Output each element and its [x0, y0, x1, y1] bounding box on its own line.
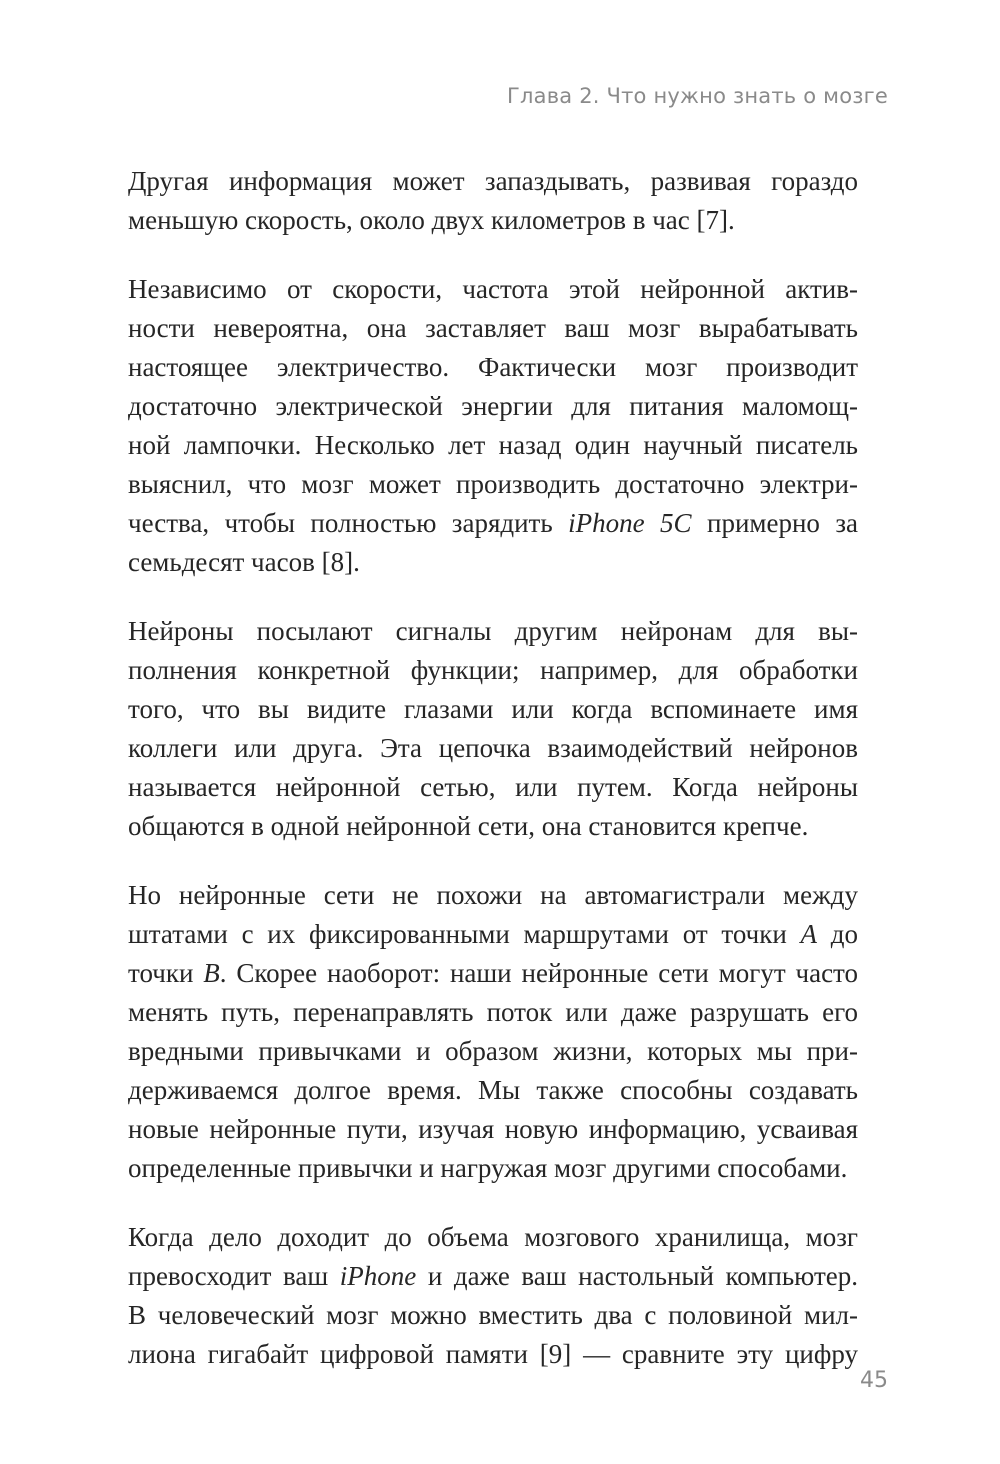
text-line: достаточно электрической энергии для питания маломощ- [128, 391, 858, 421]
page-number: 45 [860, 1368, 888, 1393]
text-line: новые нейронные пути, изучая новую информацию, усваивая [128, 1114, 858, 1144]
text-line: держиваемся долгое время. Мы также способны создавать [128, 1075, 858, 1105]
italic-term: iPhone [339, 1261, 417, 1291]
text-line: коллеги или друга. Эта цепочка взаимодействий нейронов [128, 733, 858, 763]
text-line: называется нейронной сетью, или путем. Когда нейроны [128, 772, 858, 802]
running-header: Глава 2. Что нужно знать о мозге [507, 84, 888, 108]
text-line: менять путь, перенаправлять поток или даже разрушать его [128, 997, 858, 1027]
text-line [128, 915, 858, 954]
text-run: примерно за [691, 508, 858, 538]
text-line: Независимо от скорости, частота этой нейронной актив- [128, 274, 858, 304]
paragraph-3 [128, 612, 858, 846]
text-line [128, 504, 858, 543]
text-line: лиона гигабайт цифровой памяти [9] — сравните эту цифру [128, 1339, 858, 1369]
text-line: настоящее электричество. Фактически мозг производит [128, 352, 858, 382]
text-line: Другая информация может запаздывать, развивая гораздо [128, 166, 858, 196]
text-line: В человеческий мозг можно вместить два с половиной мил- [128, 1300, 858, 1330]
text-line [128, 1257, 858, 1296]
italic-term: iPhone 5C [568, 508, 692, 538]
text-line: семьдесят часов [8]. [128, 547, 360, 577]
text-line: полнения конкретной функции; например, для обработки [128, 655, 858, 685]
text-line: того, что вы видите глазами или когда вспоминаете имя [128, 694, 858, 724]
text-line: меньшую скорость, около двух километров в час [7]. [128, 205, 735, 235]
text-line: общаются в одной нейронной сети, она становится крепче. [128, 811, 809, 841]
paragraph-4 [128, 876, 858, 1188]
text-run: и даже ваш настольный компьютер. [416, 1261, 858, 1291]
italic-term: B [203, 958, 220, 988]
text-line: вредными привычками и образом жизни, которых мы при- [128, 1036, 858, 1066]
paragraph-5 [128, 1218, 858, 1374]
text-run: точки [128, 958, 204, 988]
text-run: . Скорее наоборот: наши нейронные сети могут часто [219, 958, 858, 988]
text-line: ной лампочки. Несколько лет назад один научный писатель [128, 430, 858, 460]
paragraph-1 [128, 162, 858, 240]
text-run: чества, чтобы полностью зарядить [128, 508, 569, 538]
body-text [128, 162, 858, 1374]
text-run: превосходит ваш [128, 1261, 340, 1291]
text-line: Когда дело доходит до объема мозгового хранилища, мозг [128, 1222, 858, 1252]
italic-term: A [800, 919, 818, 949]
text-line: определенные привычки и нагружая мозг другими способами. [128, 1153, 848, 1183]
text-line: ности невероятна, она заставляет ваш мозг вырабатывать [128, 313, 858, 343]
text-run: до [817, 919, 858, 949]
text-run: штатами с их фиксированными маршрутами от точки [128, 919, 801, 949]
text-line: Нейроны посылают сигналы другим нейронам для вы- [128, 616, 858, 646]
paragraph-2 [128, 270, 858, 582]
text-line: Но нейронные сети не похожи на автомагистрали между [128, 880, 858, 910]
text-line [128, 954, 858, 993]
text-line: выяснил, что мозг может производить достаточно электри- [128, 469, 858, 499]
